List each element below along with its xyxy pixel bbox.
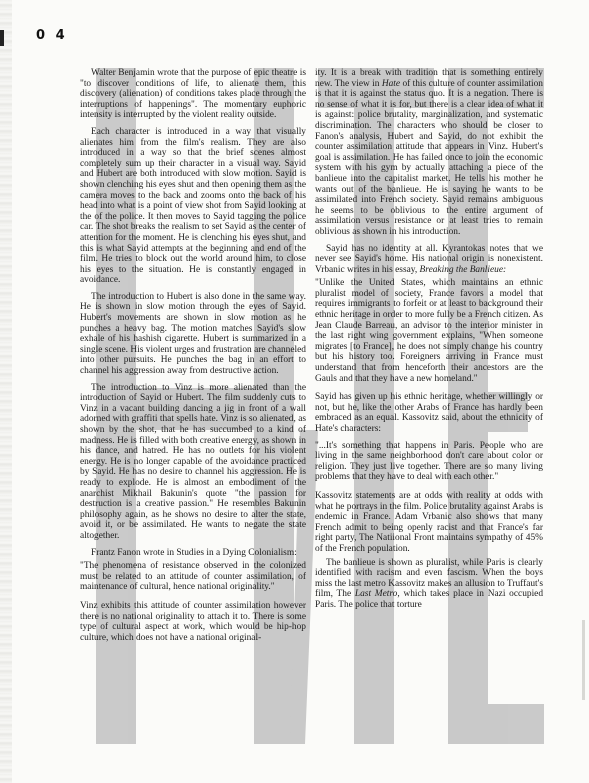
paragraph: [315, 68, 543, 238]
paragraph: [315, 558, 543, 611]
left-text-column: [80, 68, 306, 646]
text-run: ity. It is a break with tradition that is something entirely new. The view in: [315, 68, 543, 89]
paragraph: [315, 244, 543, 276]
page-number: 0 4: [36, 28, 68, 43]
film-title: Hate: [381, 78, 401, 89]
paragraph: Frantz Fanon wrote in Studies in a Dying Colonialism:: [91, 547, 297, 558]
text-run: , which takes place in Nazi occupied Paris. The police that torture: [315, 589, 544, 610]
block-quote: "The phenomena of resistance observed in the colonized must be related to an attitude of counter assimilation, of maintenance of cultural, hence national originality.": [80, 561, 306, 593]
paragraph: Sayid has given up his ethnic heritage, whether willingly or not, but he, like the other Arabs of France has hardly been embraced as an equal. Kassovitz said, about the ethnicity of Hate's characters:: [315, 392, 543, 434]
text-run: The banlieue is shown as pluralist, while Paris is clearly identified with racism and even fascism. When the boys miss the last metro Kassovitz makes an allusion to Truffaut's film, The: [315, 557, 543, 600]
text-run: Sayid has no identity at all. Kyrantokas notes that we never see Sayid's home. His national origin is nonexistent. Vrbanic writes in his essay,: [315, 243, 543, 275]
block-quote: "...It's something that happens in Paris. People who are living in the same neighborhood don't care about color or religion. They just live together. There are so many living problems that they have to deal with each other.": [315, 440, 543, 483]
paragraph: Kassovitz statements are at odds with reality at odds with what he portrays in the film. Police brutality against Arabs is endemic in France. Adam Vrbanic also shows that many French admit to being openly racist and that France's far right party, The Natiional Front maintains sympathy of 45% of the French population.: [315, 490, 543, 554]
paragraph: Each character is introduced in a way that visually alienates him from the film's realism. They are also introduced in a way so that the brief scenes almost completely sum up their character in a visual way. Sayid and Hubert are both introduced with slow motion. Sayid is shown clenching his eyes shut and then opening them as the camera moves to the back and zooms onto the back of his head into what is a point of view shot from Sayid looking at the of the police. It then moves to Sayid tagging the police car. The shot breaks the realism to set Sayid as the center of attention for the moment. He is clenching his eyes shut, and this is what Sayid attempts at the beginning and end of the film. He tries to block out the world around him, to close his eyes to the situation. He is constantly engaged in avoidance.: [80, 126, 306, 286]
paragraph: Walter Benjamin wrote that the purpose of epic theatre is "to discover conditions of life, to alienate them, this discovery (alienation) of conditions takes place through the interruptions of happenings". The momentary euphoric intensity is interrupted by the violent reality outside.: [80, 68, 306, 121]
paragraph: The introduction to Vinz is more alienated than the introduction of Sayid or Hubert. The film suddenly cuts to Vinz in a vacant building dancing a jig in front of a wall adorned with graffiti that spells hate. Vinz is so alienated, as shown by the shot, that he has succumbed to a kind of madness. He is filled with both creative energy, as shown in his dance, and hatred. He has no outlets for his violent energy. He is no longer capable of the avoidance practiced by Sayid. He has no desire to channel his aggression. He is ready to explode. He is almost an embodiment of the anarchist Mikhail Bakunin's quote "the passion for destruction is a creative passion." He resembles Bakunin philosophy again, as he shows no desire to alter the state, avoid it, or be assimilated. He wants to negate the state altogether.: [80, 382, 306, 541]
letter-e-bottom: [448, 704, 544, 744]
paragraph: Vinz exhibits this attitude of counter assimilation however there is no national originality to attach it to. There is some type of cultural aspect at work, which would be hip-hop culture, which does not have a national original-: [80, 600, 306, 643]
right-text-column: [315, 68, 543, 614]
block-quote: "Unlike the United States, which maintains an ethnic pluralist model of society, France favors a model that requires immigrants to forfeit or at least to background their ethnic heritage in order to more fully be a French citizen. As Jean Claude Barreau, an advisor to the interior minister in the last right wing government explains, "When someone migrates [to France], he does not simply change his country but his history too. Foreigners arriving in France must understand that from henceforth their ancestors are the Gauls and that they have a new homeland.": [315, 278, 543, 384]
paragraph: The introduction to Hubert is also done in the same way. He is shown in slow motion through the eyes of Sayid. Hubert's movements are shown in slow motion as he punches a heavy bag. The motion matches Sayid's slow exhale of his hashish cigarette. Hubert is summarized in a single scene. His violent urges and frustration are channeled into other pursuits. He punches the bag in an effort to channel his aggression away from destructive action.: [80, 291, 306, 377]
text-run: of this culture of counter assimilation is that it is against the status quo. It is a negation. There is no sense of what it is for, but there is a clear idea of what it is against: police brutality, marginalization, and systematic discrimination. The characters who should be closer to Fanon's analysis, Hubert and Sayid, do not exhibit the counter assimilation attitude that appears in Vinz. Hubert's goal is assimilation. He has failed once to join the economic system with his gym by actually attaching a piece of the banlieue into the capitalist market. He tells his mother he wants out of the banlieue. He is saying he wants to be assimilated into French society. Sayid remains ambiguous he seems to be oblivious to the entire argument of assimilation versus resistance or at least tries to remain oblivious as shown in his introduction.: [315, 78, 543, 237]
film-title: Last Metro: [354, 589, 398, 600]
essay-title: Breaking the Banlieue:: [419, 264, 507, 275]
